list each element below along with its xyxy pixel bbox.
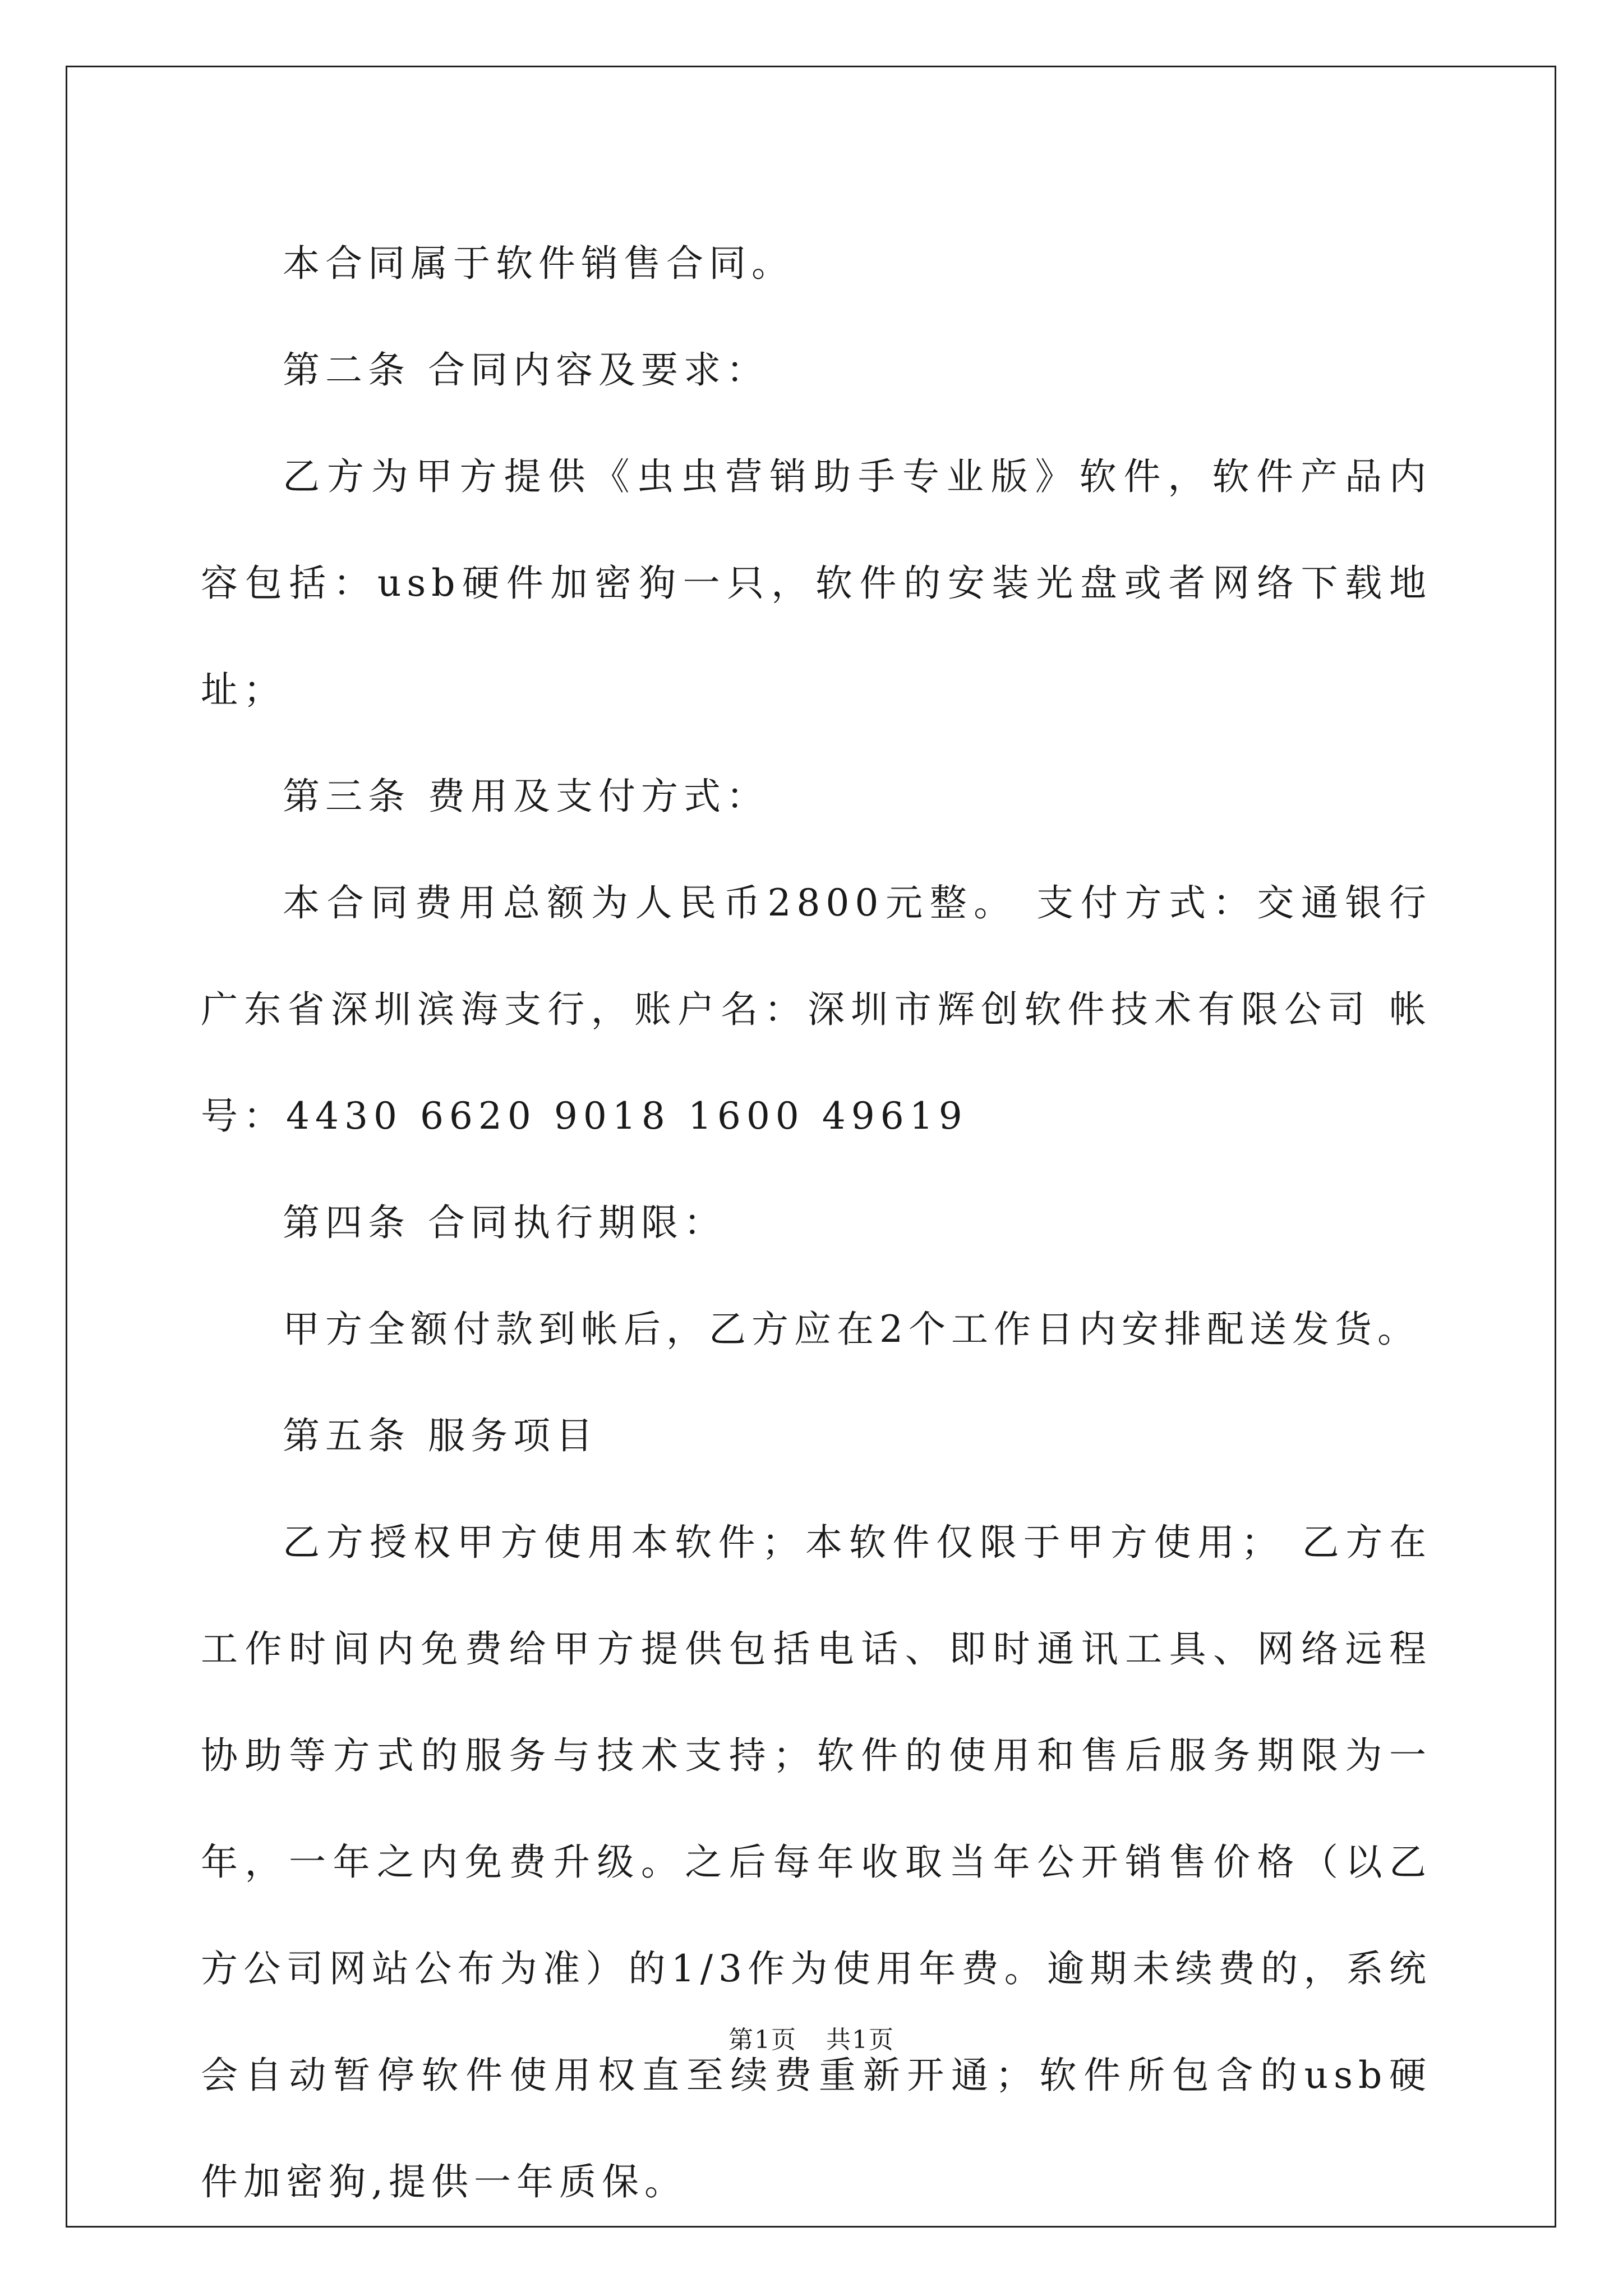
paragraph-article-4-content: 甲方全额付款到帐后，乙方应在2个工作日内安排配送发货。 (283, 1308, 1420, 1351)
paragraph-contract-type: 本合同属于软件销售合同。 (283, 242, 794, 285)
document-body (201, 210, 1432, 2235)
heading-article-3: 第三条 费用及支付方式： (283, 775, 769, 818)
page-number-current: 第1页 (728, 2026, 797, 2054)
paragraph-article-5-content: 乙方授权甲方使用本软件；本软件仅限于甲方使用； 乙方在工作时间内免费给甲方提供包括电话、即时通讯工具、网络远程协助等方式的服务与技术支持；软件的使用和售后服务期限为一年，一年之内免费升级。之后每年收取当年公开销售价格（以乙方公司网站公布为准）的1/3作为使用年费。逾期未续费的，系统会自动暂停软件使用权直至续费重新开通；软件所包含的usb硬件加密狗,提供一年质保。 (201, 1521, 1432, 2203)
paragraph-article-2-content: 乙方为甲方提供《虫虫营销助手专业版》软件，软件产品内容包括：usb硬件加密狗一只，软件的安装光盘或者网络下载地址； (201, 455, 1432, 711)
page-number-total: 共1页 (826, 2026, 895, 2054)
paragraph-article-3-content: 本合同费用总额为人民币2800元整。 支付方式：交通银行广东省深圳滨海支行，账户名：深圳市辉创软件技术有限公司 帐号：4430 6620 9018 1600 49619 (201, 881, 1432, 1138)
heading-article-5: 第五条 服务项目 (283, 1414, 598, 1457)
heading-article-4: 第四条 合同执行期限： (283, 1201, 726, 1244)
heading-article-2: 第二条 合同内容及要求： (283, 348, 769, 392)
page-footer (0, 2019, 1623, 2055)
